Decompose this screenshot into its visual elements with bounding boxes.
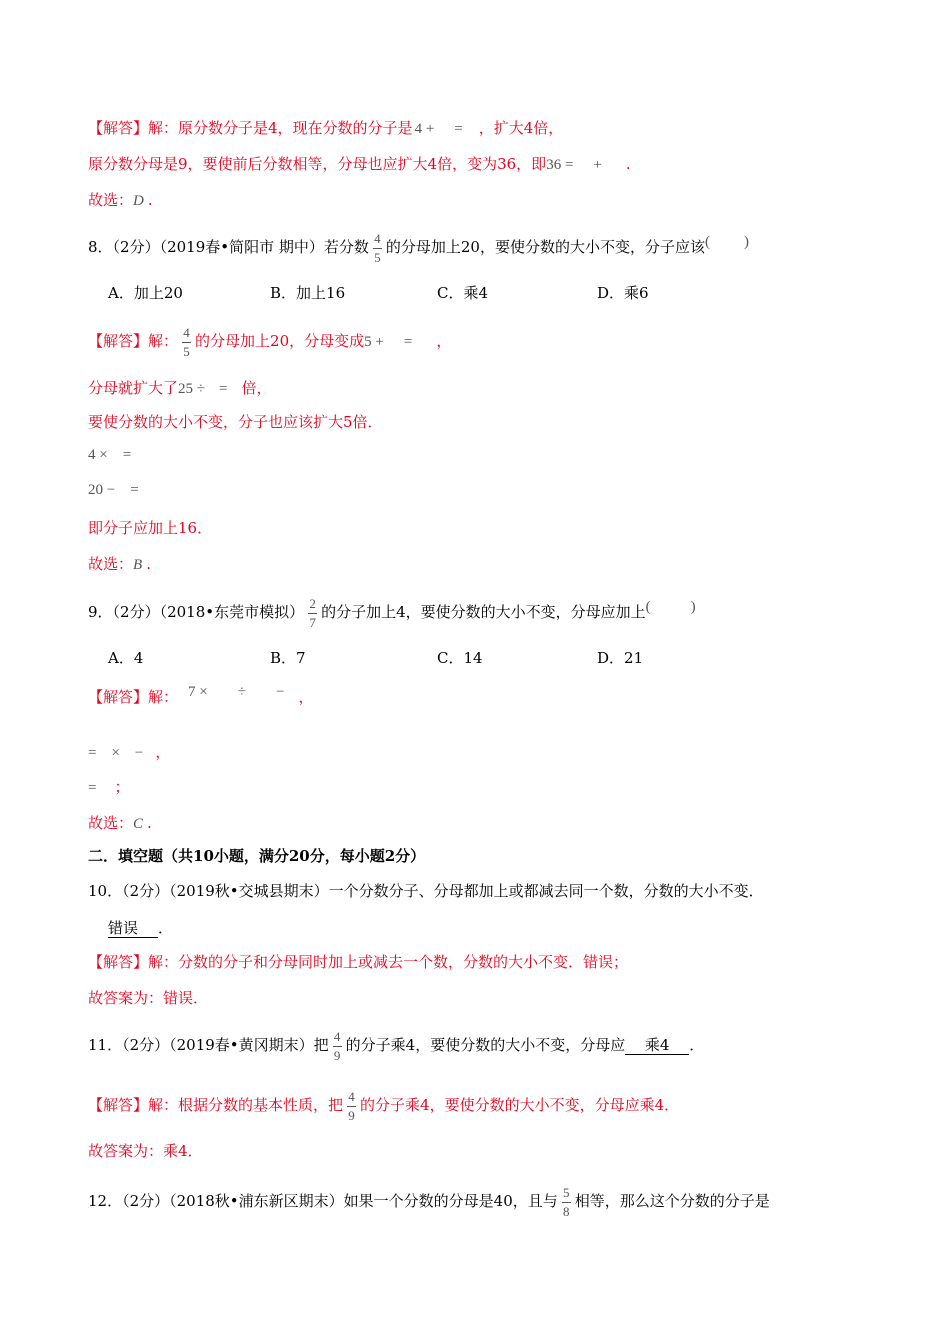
q8-question	[88, 222, 749, 273]
q9-option-a: A．4	[108, 649, 144, 667]
fraction	[308, 597, 317, 630]
fraction	[182, 326, 191, 359]
question-text: 9．（2分）（2018•东莞市模拟）	[88, 603, 305, 621]
answer-text: ，	[298, 688, 314, 706]
paren-left: (	[704, 234, 710, 250]
answer-label: 【解答】	[88, 119, 149, 137]
numerator: 4	[183, 324, 190, 340]
numerator: 5	[563, 1184, 570, 1200]
q9-question	[88, 587, 696, 638]
fraction	[373, 232, 382, 265]
choose-end: .	[147, 191, 153, 209]
fraction	[347, 1090, 356, 1123]
math-eq: =	[454, 121, 463, 137]
math-expr: 4 +	[414, 121, 435, 137]
q10-answer-line1	[88, 951, 628, 973]
answer-text: ，扩大4倍，	[478, 119, 564, 137]
blank-end: ．	[689, 1036, 705, 1054]
q9-option-b: B．7	[270, 649, 306, 667]
question-text: 的分子乘4，要使分数的大小不变，分母应	[345, 1036, 626, 1054]
q11-question	[88, 1020, 704, 1070]
q10-answer-blank	[108, 917, 173, 939]
choose-value: C	[133, 816, 144, 832]
answer-text: 原分数分母是9，要使前后分数相等，分母也应扩大4倍，变为36，即	[88, 155, 547, 173]
q8-answer-line4: 即分子应加上16．	[88, 519, 213, 537]
choose-end: .	[147, 814, 152, 832]
math-expr: 5 +	[364, 334, 384, 350]
denominator: 9	[348, 1107, 355, 1123]
choose-label: 故选：	[88, 555, 134, 573]
answer-text: 解：分数的分子和分母同时加上或减去一个数，分数的大小不变．错误；	[148, 953, 629, 971]
q8-option-b: B．加上16	[270, 284, 346, 302]
q8-option-c: C．乘4	[437, 284, 489, 302]
numerator: 4	[374, 230, 381, 246]
section-title: 二．填空题（共10小题，满分20分，每小题2分）	[88, 847, 426, 865]
q11-answer-line2: 故答案为：乘4．	[88, 1142, 203, 1160]
answer-label: 【解答】	[88, 332, 149, 350]
answer-text: .	[625, 155, 631, 173]
math-eq: =	[219, 381, 228, 397]
q10-question: 10．（2分）（2019秋•交城县期末）一个分数分子、分母都加上或都减去同一个数，分数的大小不变．	[88, 882, 764, 900]
q9-option-c: C．14	[437, 649, 483, 667]
math-plus: +	[593, 157, 602, 173]
q7-answer-line1	[88, 117, 563, 140]
answer-text: 解：根据分数的基本性质，把	[148, 1096, 344, 1114]
q8-option-d: D．乘6	[597, 284, 649, 302]
answer-label: 【解答】	[88, 688, 149, 706]
q9-option-d: D．21	[597, 649, 644, 667]
choose-label: 故选：	[88, 191, 134, 209]
denominator: 9	[333, 1047, 341, 1063]
answer-label: 【解答】	[88, 953, 149, 971]
q12-question	[88, 1176, 770, 1226]
question-text: 8．（2分）（2019春•简阳市 期中）若分数	[88, 238, 369, 256]
question-text: 相等，那么这个分数的分子是	[574, 1192, 770, 1210]
q8-answer-line2	[88, 377, 271, 400]
answer-text: 的分母加上20，分母变成	[195, 332, 365, 350]
q8-calc1: 4 × =	[88, 447, 132, 463]
answer-blank: 乘4	[625, 1036, 689, 1055]
question-text: 11．（2分）（2019春•黄冈期末）把	[88, 1036, 329, 1054]
q8-option-a: A．加上20	[108, 284, 183, 302]
paren-left: (	[645, 599, 651, 615]
answer-label: 【解答】	[88, 1096, 149, 1114]
q9-choose	[88, 812, 152, 835]
q7-choose	[88, 189, 153, 212]
question-text: 12．（2分）（2018秋•浦东新区期末）如果一个分数的分母是40，且与	[88, 1192, 558, 1210]
math-expr: 25 ÷	[178, 381, 205, 397]
q11-answer-line1	[88, 1080, 679, 1130]
q10-answer-line2: 故答案为：错误．	[88, 989, 209, 1007]
numerator: 4	[333, 1028, 341, 1044]
denominator: 7	[309, 614, 316, 630]
denominator: 8	[563, 1203, 570, 1219]
denominator: 5	[183, 343, 190, 359]
fraction	[562, 1186, 571, 1219]
blank-end: ．	[158, 919, 174, 937]
q8-answer-line3: 要使分数的大小不变，分子也应该扩大5倍．	[88, 413, 383, 431]
choose-value: B	[133, 557, 143, 573]
answer-text: 的分子乘4，要使分数的大小不变，分母应乘4．	[360, 1096, 680, 1114]
question-text: 的分母加上20，要使分数的大小不变，分子应该	[385, 238, 705, 256]
answer-blank: 错误	[108, 919, 158, 938]
math-expr: = × −	[88, 745, 144, 761]
math-eq: =	[403, 334, 413, 350]
choose-label: 故选：	[88, 814, 134, 832]
choose-end: .	[146, 555, 151, 573]
answer-text: ，	[436, 332, 452, 350]
choose-value: D	[133, 193, 144, 209]
answer-text: 分母就扩大了	[88, 379, 179, 397]
math-expr: =	[88, 780, 97, 796]
answer-text: ，	[155, 743, 171, 761]
denominator: 5	[374, 249, 381, 265]
q8-calc2: 20 − =	[88, 482, 139, 498]
q9-answer-line2	[88, 741, 170, 764]
paren-right: )	[743, 234, 749, 250]
answer-text: 倍，	[241, 379, 272, 397]
fraction	[333, 1030, 342, 1063]
numerator: 4	[348, 1088, 355, 1104]
answer-text: 解：原分数分子是4，现在分数的分子是	[148, 119, 413, 137]
q9-answer-line3	[88, 776, 129, 799]
answer-text: 解：	[148, 688, 179, 706]
q8-choose	[88, 553, 151, 576]
math-expr: 7 × ÷ −	[188, 684, 285, 700]
math-expr: 36 =	[546, 157, 574, 173]
paren-right: )	[690, 599, 696, 615]
q9-answer-line1	[88, 686, 313, 709]
q7-answer-line2	[88, 153, 631, 176]
numerator: 2	[309, 595, 316, 611]
answer-text: ；	[114, 778, 130, 796]
question-text: 的分子加上4，要使分数的大小不变，分母应加上	[321, 603, 646, 621]
answer-text: 解：	[148, 332, 179, 350]
q8-answer-line1	[88, 316, 451, 367]
